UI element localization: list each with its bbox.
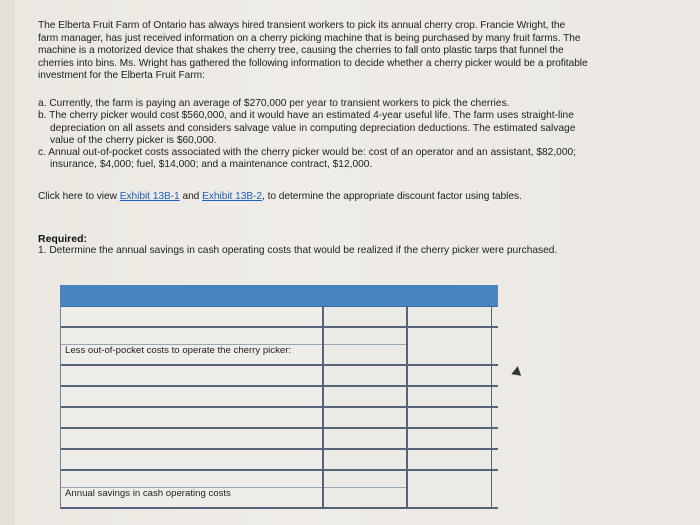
total-input[interactable] — [408, 408, 492, 427]
info-item-b: b. The cherry picker would cost $560,000, and it would have an estimated 4-year useful life. The farm uses straight-line depreciation on all assets and considers salvage value in computing depreciation deductions. The estimated salvage value of the cherry picker is $60,000. — [38, 110, 576, 146]
table-row — [61, 387, 498, 408]
table-row — [61, 307, 498, 328]
table-row — [61, 429, 498, 450]
info-list — [34, 98, 594, 172]
table-row — [61, 328, 498, 366]
label-input[interactable] — [61, 450, 324, 469]
total-input[interactable] — [408, 387, 492, 406]
table-row — [61, 471, 498, 509]
label-input[interactable] — [61, 307, 324, 326]
exhibit-13b-1-link[interactable]: Exhibit 13B-1 — [119, 191, 180, 202]
total-input[interactable] — [408, 471, 492, 507]
table-header — [61, 285, 498, 307]
amount-input[interactable] — [324, 408, 408, 427]
amount-input[interactable] — [324, 328, 408, 364]
amount-input[interactable] — [324, 429, 408, 448]
required-item-1: 1. Determine the annual savings in cash operating costs that would be realized if the cherry picker were purchased. — [38, 245, 558, 256]
total-input[interactable] — [408, 366, 492, 385]
total-input[interactable] — [408, 307, 492, 326]
table-row — [61, 366, 498, 387]
label-input[interactable] — [61, 408, 324, 427]
total-input[interactable] — [408, 429, 492, 448]
total-input[interactable] — [408, 328, 492, 364]
label-input[interactable] — [61, 387, 324, 406]
amount-input[interactable] — [324, 450, 408, 469]
total-input[interactable] — [408, 450, 492, 469]
info-item-a: a. Currently, the farm is paying an average of $270,000 per year to transient workers to pick the cherries. — [38, 98, 510, 109]
info-item-c: c. Annual out-of-pocket costs associated with the cherry picker would be: cost of an operator and an assistant, $82,000; insurance, $4,000; fuel, $14,000; and a maintenance contract, $12,000. — [38, 147, 576, 171]
annual-savings-label: Annual savings in cash operating costs — [65, 488, 231, 499]
label-input[interactable] — [61, 366, 324, 385]
exhibit-instruction — [38, 191, 558, 204]
less-costs-label-cell — [61, 328, 324, 364]
problem-intro: The Elberta Fruit Farm of Ontario has always hired transient workers to pick its annual cherry crop. Francie Wright, the farm manager, has just received information on a cherry picking machine that is being purchased by many fruit farms. The machine is a motorized device that shakes the cherry tree, causing the cherries to fall onto plastic tarps that funnel the cherries into bins. Ms. Wright has gathered the following information to decide whether a cherry picker would be a profitable investment for the Elberta Fruit Farm: — [38, 20, 588, 81]
amount-input[interactable] — [324, 387, 408, 406]
table-row — [61, 450, 498, 471]
exhibit-suffix: , to determine the appropriate discount factor using tables. — [262, 191, 522, 202]
mouse-cursor-icon — [511, 365, 522, 376]
amount-input[interactable] — [324, 307, 408, 326]
exhibit-prefix: Click here to view — [38, 191, 117, 202]
table-row — [61, 408, 498, 429]
amount-input[interactable] — [324, 366, 408, 385]
annual-savings-label-cell — [61, 471, 324, 507]
required-heading: Required: — [38, 233, 88, 245]
label-input[interactable] — [61, 429, 324, 448]
savings-table — [60, 285, 498, 509]
amount-input[interactable] — [324, 471, 408, 507]
less-costs-label: Less out-of-pocket costs to operate the cherry picker: — [65, 345, 292, 356]
exhibit-13b-2-link[interactable]: Exhibit 13B-2 — [202, 191, 263, 202]
exhibit-and: and — [182, 191, 200, 202]
